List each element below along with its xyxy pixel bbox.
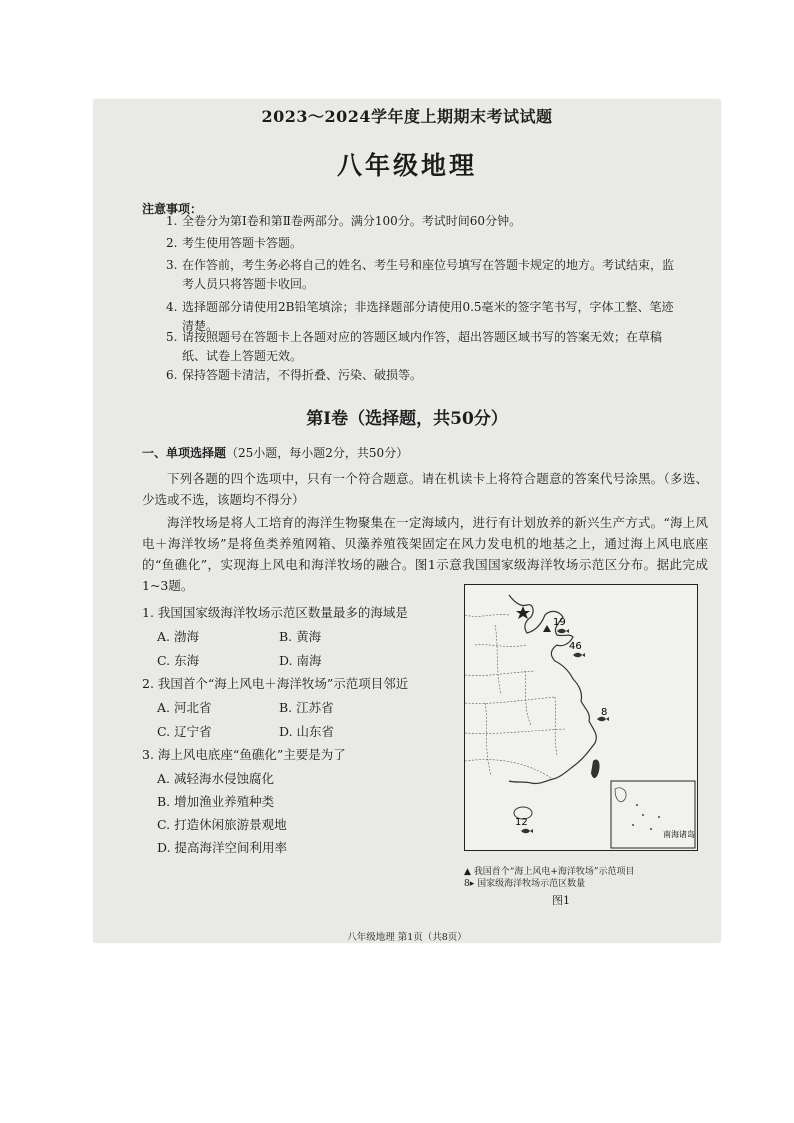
fish-icon (573, 653, 585, 658)
province-boundaries (465, 615, 565, 779)
notice-item: 2. 考生使用答题卡答题。 (166, 236, 303, 250)
project-triangle-icon (543, 625, 551, 632)
notice-item: 4. 选择题部分请使用2B铅笔填涂；非选择题部分请使用0.5毫米的签字笔书写，字体工整、笔迹清楚。 (166, 300, 674, 333)
map-legend-count: 8▸ 国家级海洋牧场示范区数量 (464, 879, 586, 889)
question-3-stem: 3. 海上风电底座“鱼礁化”主要是为了 (142, 747, 346, 762)
notice-heading: 注意事项： (142, 202, 203, 216)
legend-sample-count: 8 (464, 879, 470, 889)
capital-star-icon (516, 606, 530, 619)
notice-item: 6. 保持答题卡清洁，不得折叠、污染、破损等。 (166, 368, 423, 382)
map-count: 19 (553, 617, 566, 628)
question-1-option: A. 渤海 (157, 629, 199, 644)
taiwan-island (591, 759, 600, 778)
subject-title: 八年级地理 (336, 151, 477, 180)
china-coast-map-svg (465, 585, 697, 850)
part-heading: 一、单项选择题（25小题，每小题2分，共50分） (142, 446, 409, 460)
section-title: 第Ⅰ卷（选择题，共50分） (306, 409, 508, 429)
question-1-stem: 1. 我国国家级海洋牧场示范区数量最多的海域是 (142, 605, 408, 620)
fish-icon (521, 829, 533, 834)
question-1-option: C. 东海 (157, 653, 200, 668)
exam-title: 2023～2024学年度上期期末考试试题 (261, 107, 553, 126)
map-count: 8 (601, 707, 608, 718)
notice-item: 3. 在作答前，考生务必将自己的姓名、考生号和座位号填写在答题卡规定的地方。考试结束，监考人员只将答题卡收回。 (166, 258, 675, 291)
fish-icon: ▸ (469, 879, 475, 889)
question-3-option: D. 提高海洋空间利用率 (157, 840, 288, 855)
fish-icon (557, 629, 569, 634)
question-1-option: D. 南海 (279, 653, 322, 668)
question-2-option: A. 河北省 (157, 700, 212, 715)
question-2-option: C. 辽宁省 (157, 724, 212, 739)
question-2-option: B. 江苏省 (279, 700, 334, 715)
figure-1-map (464, 584, 698, 851)
passage-text: 海洋牧场是将人工培育的海洋生物聚集在一定海域内，进行有计划放养的新兴生产方式。“海上风电＋海洋牧场”是将鱼类养殖网箱、贝藻养殖筏架固定在风力发电机的地基之上，通过海上风电底座的“鱼礁化”，实现海上风电和海洋牧场的融合。图1示意我国国家级海洋牧场示范区分布。据此完成1~3题。 (142, 515, 708, 593)
page-footer: 八年级地理 第1页（共8页） (347, 932, 467, 942)
notice-item: 5. 请按照题号在答题卡上各题对应的答题区域内作答，超出答题区域书写的答案无效；在草稿纸、试卷上答题无效。 (166, 330, 663, 363)
question-3-option: A. 减轻海水侵蚀腐化 (157, 771, 274, 786)
map-count: 46 (569, 641, 582, 652)
inset-label: 南海诸岛 (663, 830, 695, 839)
notice-item: 1. 全卷分为第Ⅰ卷和第Ⅱ卷两部分。满分100分。考试时间60分钟。 (166, 214, 522, 228)
question-2-option: D. 山东省 (279, 724, 335, 739)
question-3-option: B. 增加渔业养殖种类 (157, 794, 275, 809)
exam-page (94, 100, 720, 942)
figure-label: 图1 (552, 894, 570, 907)
map-legend-project: ▲ 我国首个“海上风电+海洋牧场”示范项目 (464, 867, 635, 877)
map-count: 12 (515, 817, 528, 828)
question-3-option: C. 打造休闲旅游景观地 (157, 817, 287, 832)
instruction-text: 下列各题的四个选项中，只有一个符合题意。请在机读卡上将符合题意的答案代号涂黑。（多选、少选或不选，该题均不得分） (142, 471, 708, 507)
fish-icons (521, 629, 609, 834)
question-1-option: B. 黄海 (279, 629, 322, 644)
question-2-stem: 2. 我国首个“海上风电＋海洋牧场”示范项目邻近 (142, 676, 409, 691)
